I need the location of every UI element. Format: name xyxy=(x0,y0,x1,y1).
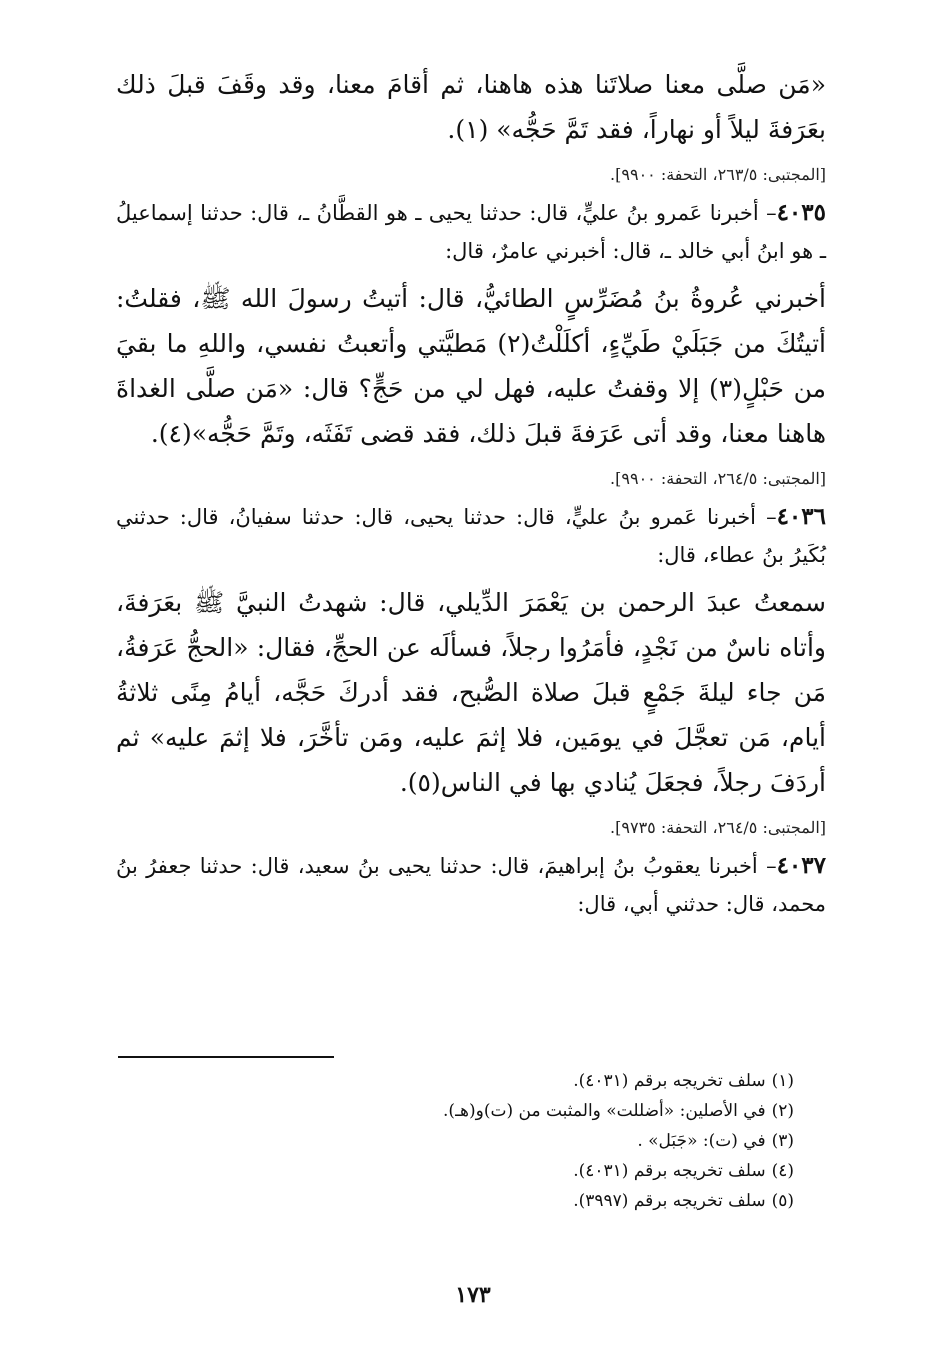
page-body xyxy=(116,62,826,923)
source-reference-4035: [المجتبى: ٢٦٤/٥، التحفة: ٩٩٠٠]. xyxy=(610,469,826,488)
hadith-number-4037: ٤٠٣٧ xyxy=(776,852,826,879)
footnote-3 xyxy=(116,1126,826,1156)
footnote-separator xyxy=(118,1056,334,1058)
footnote-text: سلف تخريجه برقم (٣٩٩٧). xyxy=(573,1191,766,1211)
hadith-number-4036: ٤٠٣٦ xyxy=(776,503,826,530)
hadith-4036-matn: سمعتُ عبدَ الرحمن بن يَعْمَرَ الدِّيلي، قال: شهدتُ النبيَّ ﷺ بعَرَفةَ، وأتاه ناسٌ من نَجْدٍ، فأمَرُوا رجلاً، فسألَه عن الحجِّ، فقال: «الحجُّ عَرَفةُ، مَن جاء ليلةَ جَمْعٍ قبلَ صلاة الصُّبح، فقد أدركَ حَجَّه، أيامُ مِنًى ثلاثةُ أيام، مَن تعجَّلَ في يومَين، فلا إثمَ عليه، ومَن تأخَّرَ، فلا إثمَ عليه» ثم أردَفَ رجلاً، فجعَلَ يُنادي بها في الناس(٥). xyxy=(116,588,826,797)
footnote-number: (٣) xyxy=(771,1131,794,1151)
footnote-number: (٢) xyxy=(771,1101,794,1121)
footnote-number: (٤) xyxy=(771,1161,794,1181)
footnote-5 xyxy=(116,1186,826,1216)
footnote-text: سلف تخريجه برقم (٤٠٣١). xyxy=(573,1071,766,1091)
footnote-4 xyxy=(116,1156,826,1186)
hadith-4037-isnad xyxy=(116,847,826,923)
source-reference-4034: [المجتبى: ٢٦٣/٥، التحفة: ٩٩٠٠]. xyxy=(610,165,826,184)
footnote-2 xyxy=(116,1096,826,1126)
footnote-number: (٥) xyxy=(771,1191,794,1211)
hadith-4035-isnad-text: – أخبرنا عَمرو بنُ عليٍّ، قال: حدثنا يحيى ـ هو القطَّانُ ـ، قال: حدثنا إسماعيلُ ـ هو ابنُ أبي خالد ـ، قال: أخبرني عامرٌ، قال: xyxy=(116,201,826,263)
footnote-1 xyxy=(116,1066,826,1096)
footnote-text: في (ت): «جَبَل» . xyxy=(637,1131,766,1151)
hadith-4036-isnad xyxy=(116,498,826,574)
footnote-number: (١) xyxy=(771,1071,794,1091)
hadith-4035-isnad xyxy=(116,194,826,270)
footnotes-list xyxy=(116,1066,826,1216)
source-reference-4036: [المجتبى: ٢٦٤/٥، التحفة: ٩٧٣٥]. xyxy=(610,818,826,837)
page-number: ١٧٣ xyxy=(455,1282,491,1308)
hadith-4036-isnad-text: – أخبرنا عَمرو بنُ عليٍّ، قال: حدثنا يحيى، قال: حدثنا سفيانُ، قال: حدثني بُكَيرُ بنُ عطاء، قال: xyxy=(116,505,826,567)
hadith-4035-matn: أخبرني عُروةُ بنُ مُضَرِّسٍ الطائيُّ، قال: أتيتُ رسولَ الله ﷺ، فقلتُ: أتيتُكَ من جَبَلَيْ طَيِّءٍ، أكلَلْتُ(٢) مَطيَّتي وأتعبتُ نفسي، واللهِ ما بقيَ من حَبْلٍ(٣) إلا وقفتُ عليه، فهل لي من حَجٍّ؟ قال: «مَن صلَّى الغداةَ هاهنا معنا، وقد أتى عَرَفةَ قبلَ ذلك، فقد قضى تَفَثَه، وتَمَّ حَجُّه»(٤). xyxy=(116,284,826,448)
hadith-4037-isnad-text: – أخبرنا يعقوبُ بنُ إبراهيمَ، قال: حدثنا يحيى بنُ سعيد، قال: حدثنا جعفرُ بنُ محمد، قال: حدثني أبي، قال: xyxy=(116,854,826,916)
hadith-number-4035: ٤٠٣٥ xyxy=(776,199,826,226)
footnote-text: في الأصلين: «أضللت» والمثبت من (ت)و(هـ). xyxy=(443,1101,766,1121)
hadith-4034-end-text: «مَن صلَّى معنا صلاتَنا هذه هاهنا، ثم أقامَ معنا، وقد وقَفَ قبلَ ذلك بعَرَفةَ ليلاً أو نهاراً، فقد تَمَّ حَجُّه» (١). xyxy=(116,70,826,144)
footnote-text: سلف تخريجه برقم (٤٠٣١). xyxy=(573,1161,766,1181)
